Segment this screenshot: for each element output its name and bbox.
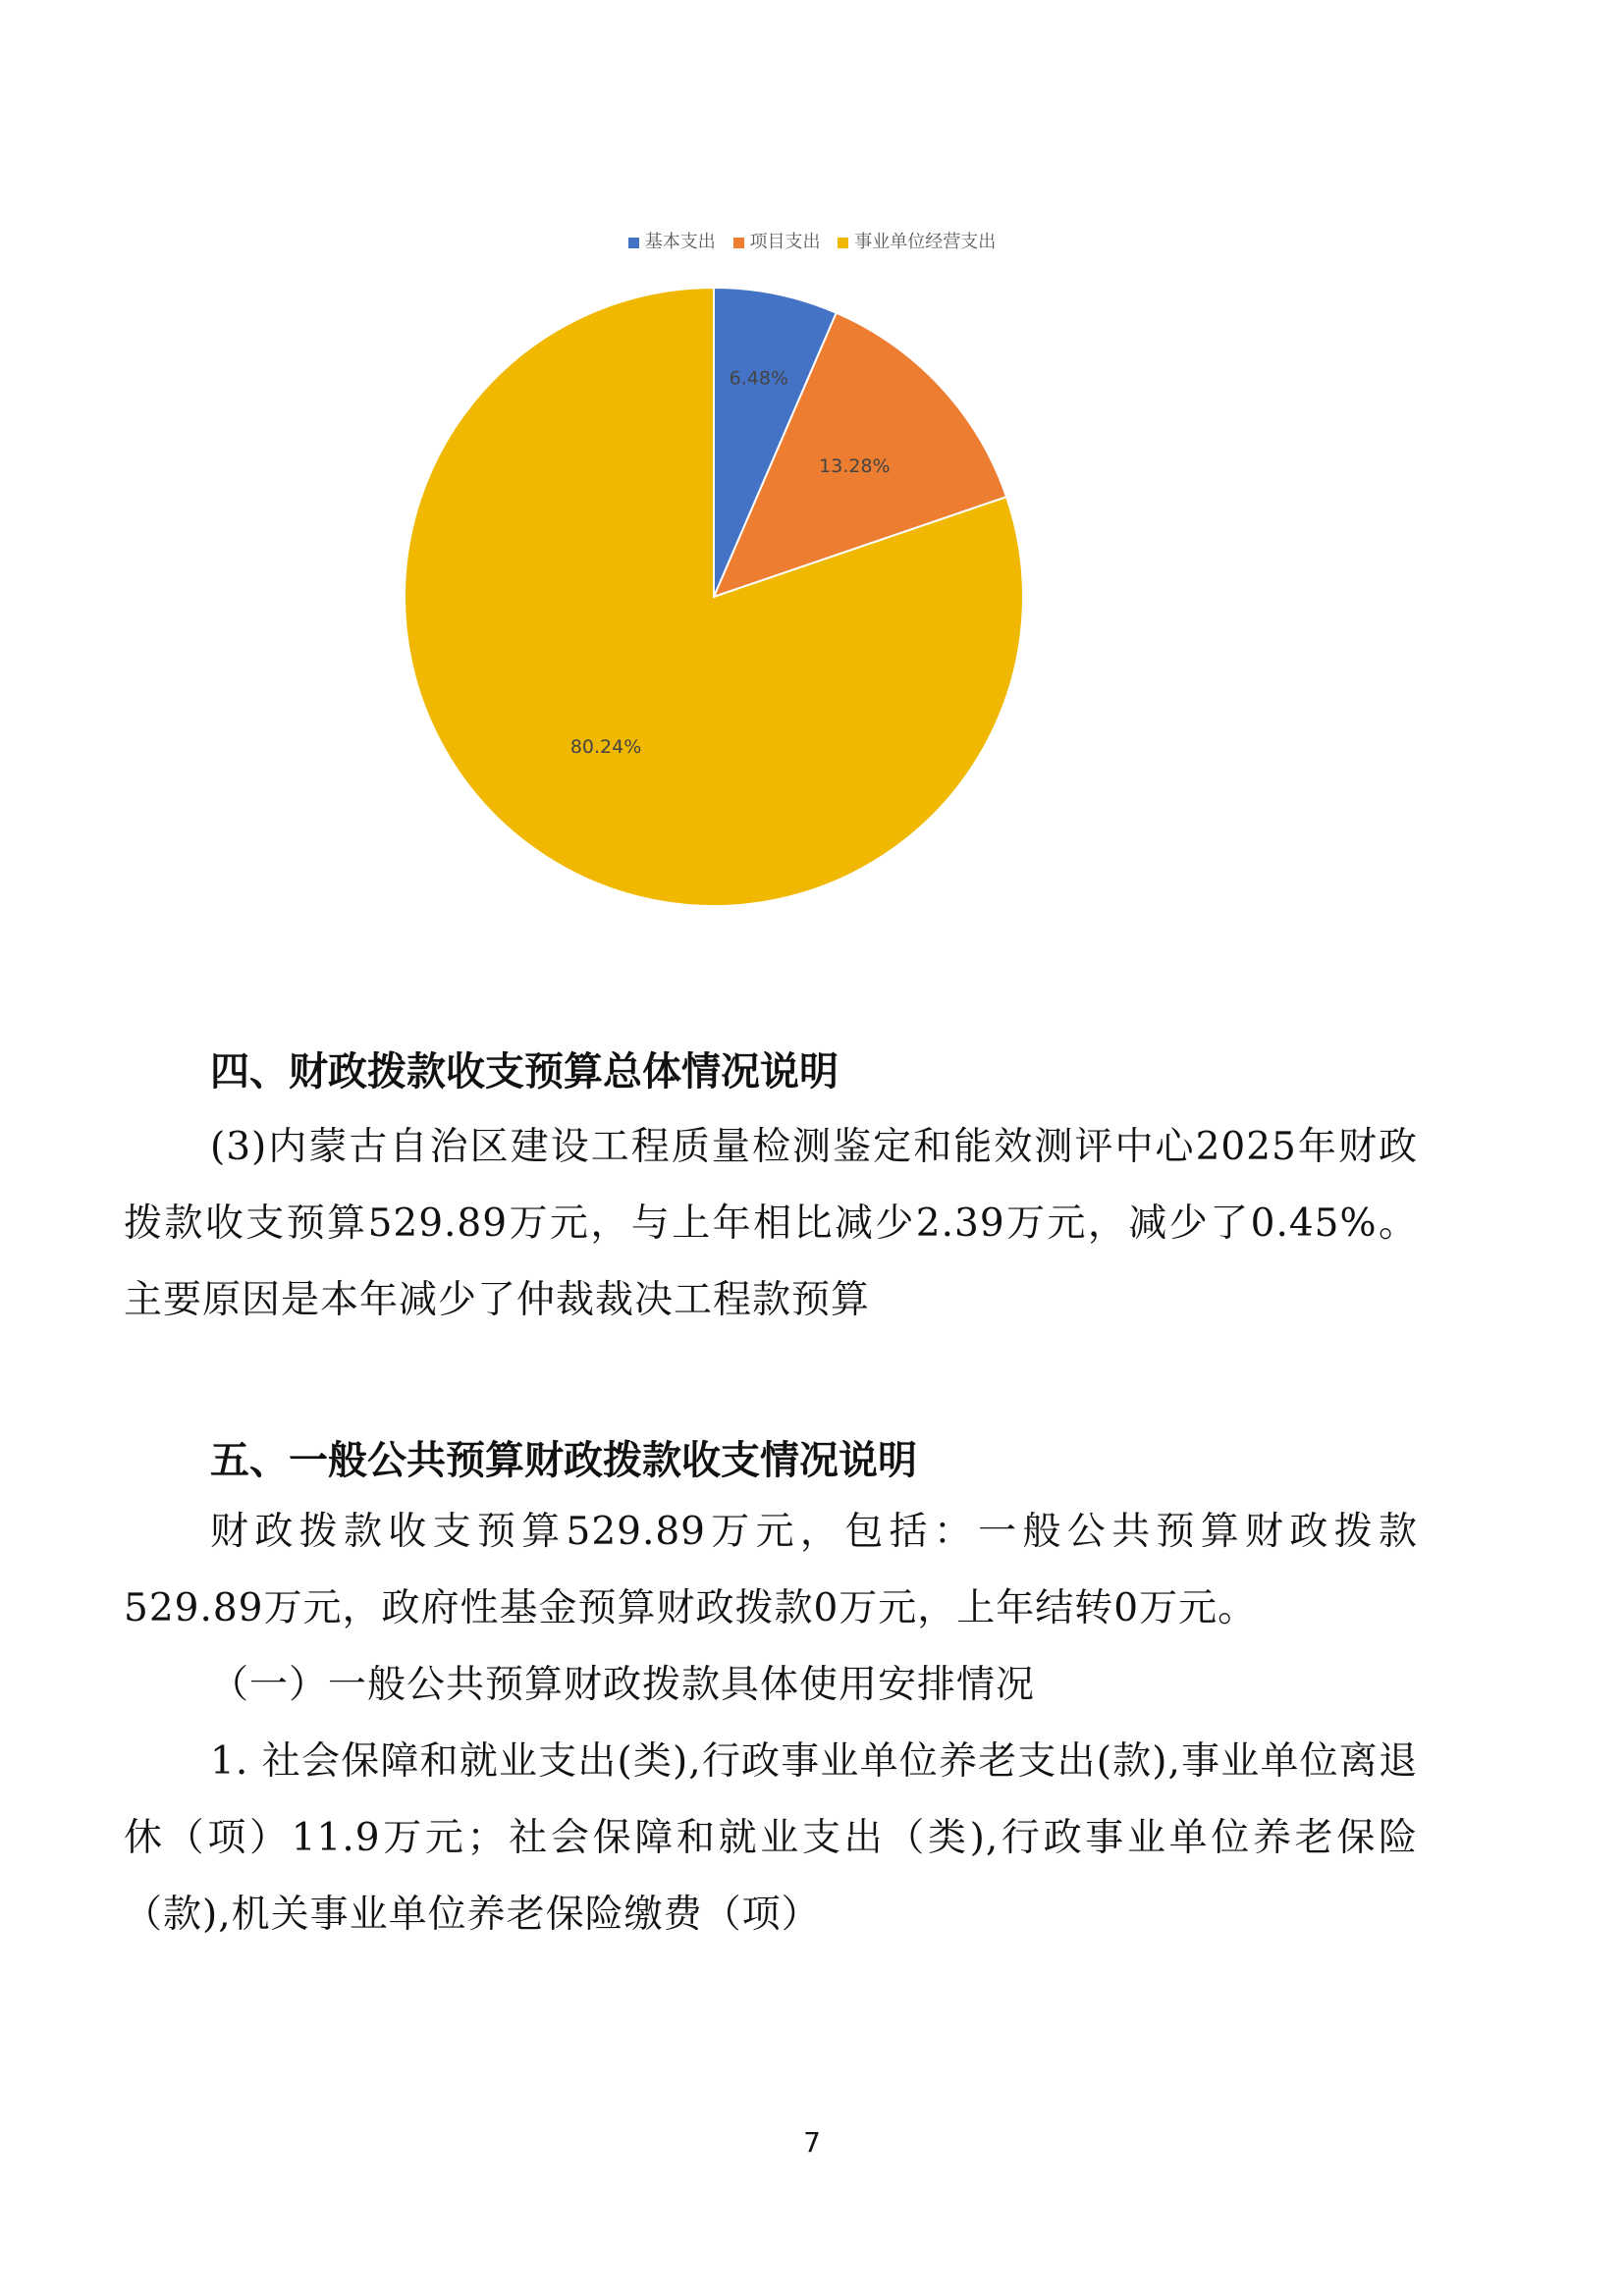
legend-label: 项目支出 — [749, 232, 821, 252]
section-five — [210, 1429, 1418, 1485]
pie-label-project: 13.28% — [819, 454, 891, 477]
page-number: 7 — [803, 2126, 821, 2159]
pie-chart — [0, 0, 1624, 982]
pie-label-business: 80.24% — [569, 736, 642, 759]
section-four — [210, 1041, 1418, 1096]
section-four-body — [124, 1109, 1418, 1339]
section-five-subheading: （一）一般公共预算财政拨款具体使用安排情况 — [210, 1663, 1036, 1707]
legend-label: 基本支出 — [644, 232, 716, 252]
section-five-heading: 五、一般公共预算财政拨款收支情况说明 — [210, 1438, 917, 1483]
pie-label-basic: 6.48% — [729, 367, 789, 390]
section-four-paragraph: (3)内蒙古自治区建设工程质量检测鉴定和能效测评中心2025年财政拨款收支预算529.89万元，与上年相比减少2.39万元，减少了0.45%。主要原因是本年减少了仲裁裁决工程款预算 — [124, 1125, 1418, 1322]
legend-label: 事业单位经营支出 — [854, 232, 997, 252]
section-five-item-1: 1. 社会保障和就业支出(类),行政事业单位养老支出(款),事业单位离退休（项）11.9万元；社会保障和就业支出（类),行政事业单位养老保险（款),机关事业单位养老保险缴费（项） — [124, 1739, 1418, 1937]
section-four-heading: 四、财政拨款收支预算总体情况说明 — [210, 1049, 839, 1095]
section-five-paragraph: 财政拨款收支预算529.89万元，包括：一般公共预算财政拨款529.89万元，政府性基金预算财政拨款0万元，上年结转0万元。 — [124, 1510, 1418, 1630]
section-five-body — [124, 1494, 1418, 1953]
